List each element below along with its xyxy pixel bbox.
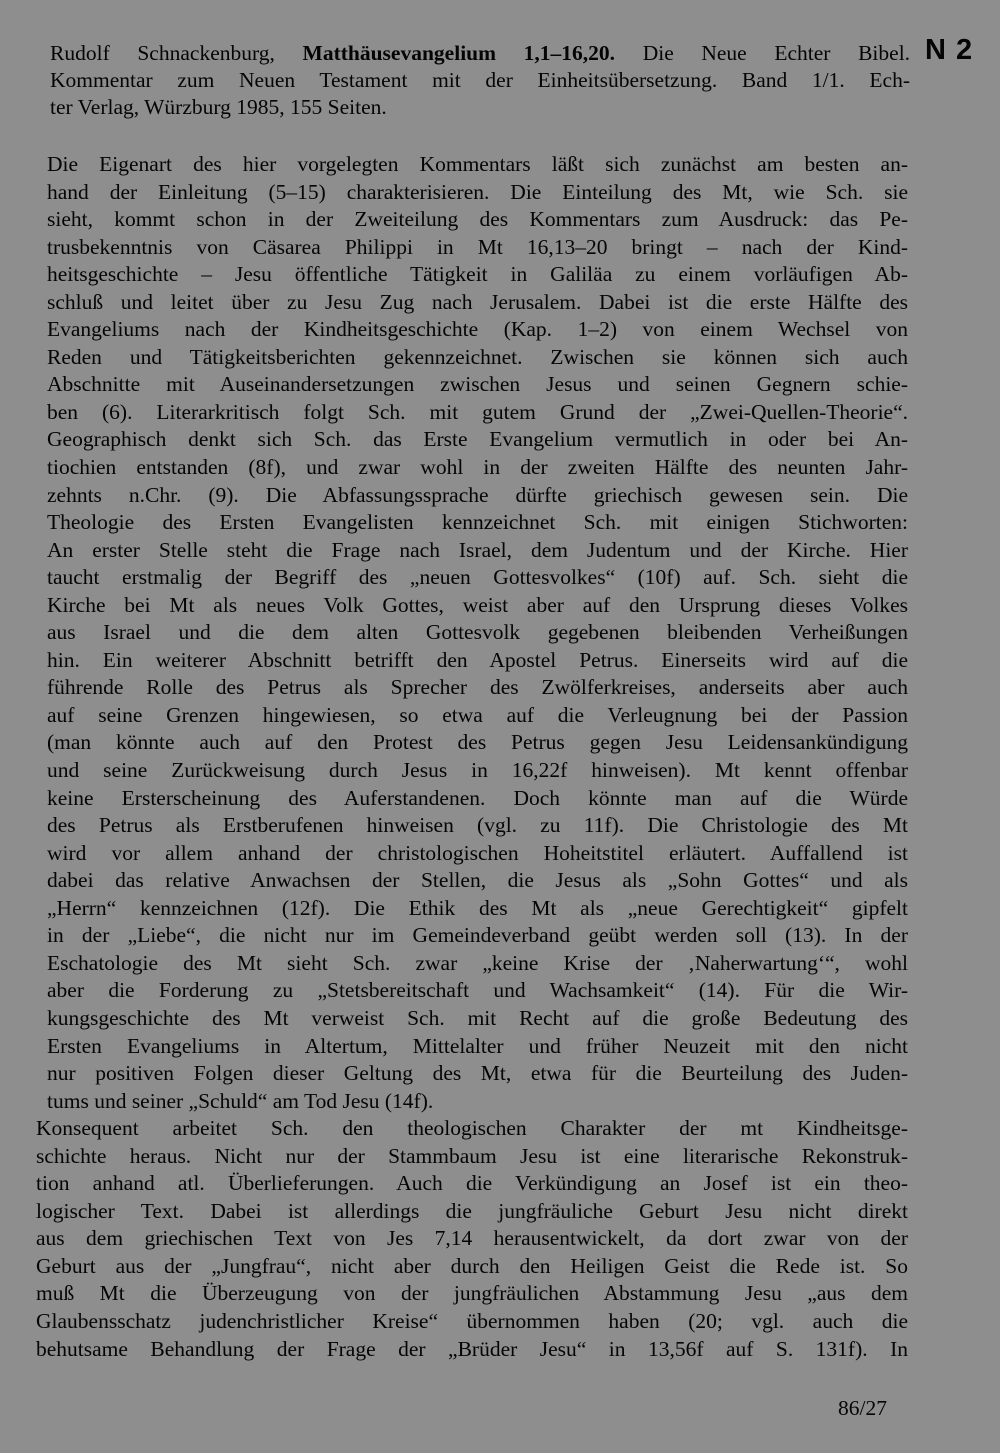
body-line: Eschatologie des Mt sieht Sch. zwar „keine Krise der ‚Naherwartung‘“, wohl bbox=[47, 950, 908, 975]
body-line: tiochien entstanden (8f), und zwar wohl in der zweiten Hälfte des neunten Jahr- bbox=[47, 455, 908, 480]
series-title: Die Neue Echter Bibel. bbox=[642, 41, 911, 65]
citation-line bbox=[50, 40, 910, 67]
body-line: Abschnitte mit Auseinandersetzungen zwischen Jesus und seinen Gegnern schie- bbox=[47, 372, 908, 397]
section-code: N 2 bbox=[925, 34, 974, 66]
body-line: trusbekenntnis von Cäsarea Philippi in Mt 16,13–20 bringt – nach der Kind- bbox=[47, 234, 908, 259]
body-line: aber die Forderung zu „Stetsbereitschaft und Wachsamkeit“ (14). Für die Wir- bbox=[47, 978, 908, 1003]
body-line: zehnts n.Chr. (9). Die Abfassungssprache dürfte griechisch gewesen sein. Die bbox=[47, 482, 908, 507]
body-line: Theologie des Ersten Evangelisten kennzeichnet Sch. mit einigen Stichworten: bbox=[47, 510, 908, 535]
body-line: schluß und leitet über zu Jesu Zug nach Jerusalem. Dabei ist die erste Hälfte des bbox=[47, 289, 908, 314]
body-line: taucht erstmalig der Begriff des „neuen Gottesvolkes“ (10f) auf. Sch. sieht die bbox=[47, 565, 908, 590]
body-line: heitsgeschichte – Jesu öffentliche Tätigkeit in Galiläa zu einem vorläufigen Ab- bbox=[47, 262, 908, 287]
body-line: aus Israel und die dem alten Gottesvolk gegebenen bleibenden Verheißungen bbox=[47, 620, 908, 645]
body-line: Ersten Evangeliums in Altertum, Mittelalter und früher Neuzeit mit den nicht bbox=[47, 1033, 908, 1058]
body-line: sieht, kommt schon in der Zweiteilung des Kommentars zum Ausdruck: das Pe- bbox=[47, 207, 908, 232]
review-body bbox=[36, 151, 908, 1363]
body-line: Glaubensschatz judenchristlicher Kreise“ übernommen haben (20; vgl. auch die bbox=[36, 1308, 908, 1333]
body-line: hin. Ein weiterer Abschnitt betrifft den Apostel Petrus. Einerseits wird auf die bbox=[47, 647, 908, 672]
body-line: dabei das relative Anwachsen der Stellen, die Jesus als „Sohn Gottes“ und als bbox=[47, 868, 908, 893]
body-line: führende Rolle des Petrus als Sprecher des Zwölferkreises, anderseits aber auch bbox=[47, 675, 908, 700]
body-line: des Petrus als Erstberufenen hinweisen (vgl. zu 11f). Die Christologie des Mt bbox=[47, 813, 908, 838]
body-line: kungsgeschichte des Mt verweist Sch. mit Recht auf die große Bedeutung des bbox=[47, 1005, 908, 1030]
body-line: auf seine Grenzen hingewiesen, so etwa auf die Verleugnung bei der Passion bbox=[47, 702, 908, 727]
author: Rudolf Schnackenburg, bbox=[50, 41, 275, 65]
body-line: hand der Einleitung (5–15) charakterisieren. Die Einteilung des Mt, wie Sch. sie bbox=[47, 179, 908, 204]
body-line: ben (6). Literarkritisch folgt Sch. mit gutem Grund der „Zwei-Quellen-Theorie“. bbox=[47, 399, 908, 424]
body-line: schichte heraus. Nicht nur der Stammbaum Jesu ist eine literarische Rekonstruk- bbox=[36, 1143, 908, 1168]
body-line: Konsequent arbeitet Sch. den theologischen Charakter der mt Kindheitsge- bbox=[36, 1116, 908, 1141]
body-line: (man könnte auch auf den Protest des Petrus gegen Jesu Leidensankündigung bbox=[47, 730, 908, 755]
body-line: logischer Text. Dabei ist allerdings die jungfräuliche Geburt Jesu nicht direkt bbox=[36, 1198, 908, 1223]
body-line: und seine Zurückweisung durch Jesus in 16,22f hinweisen). Mt kennt offenbar bbox=[47, 758, 908, 783]
body-line: Die Eigenart des hier vorgelegten Kommentars läßt sich zunächst am besten an- bbox=[47, 152, 908, 176]
body-line: nur positiven Folgen dieser Geltung des Mt, etwa für die Beurteilung des Juden- bbox=[47, 1061, 908, 1086]
citation-line: Kommentar zum Neuen Testament mit der Einheitsübersetzung. Band 1/1. Ech- bbox=[50, 68, 910, 92]
body-line: Geographisch denkt sich Sch. das Erste Evangelium vermutlich in oder bei An- bbox=[47, 427, 908, 452]
book-title: Matthäusevangelium 1,1–16,20. bbox=[302, 41, 616, 65]
body-line: Kirche bei Mt als neues Volk Gottes, weist aber auf den Ursprung dieses Volkes bbox=[47, 592, 908, 617]
body-line: tion anhand atl. Überlieferungen. Auch die Verkündigung an Josef ist ein theo- bbox=[36, 1171, 908, 1196]
body-line: tums und seiner „Schuld“ am Tod Jesu (14f). bbox=[47, 1088, 434, 1113]
body-line: muß Mt die Überzeugung von der jungfräulichen Abstammung Jesu „aus dem bbox=[36, 1281, 908, 1306]
body-line: wird vor allem anhand der christologischen Hoheitstitel erläutert. Auffallend ist bbox=[47, 840, 908, 865]
citation-header bbox=[50, 40, 910, 121]
body-line: behutsame Behandlung der Frage der „Brüder Jesu“ in 13,56f auf S. 131f). In bbox=[36, 1336, 908, 1361]
body-line: An erster Stelle steht die Frage nach Israel, dem Judentum und der Kirche. Hier bbox=[47, 537, 908, 562]
body-line: Evangeliums nach der Kindheitsgeschichte (Kap. 1–2) von einem Wechsel von bbox=[47, 317, 908, 342]
body-line: „Herrn“ kennzeichnen (12f). Die Ethik des Mt als „neue Gerechtigkeit“ gipfelt bbox=[47, 895, 908, 920]
body-line: aus dem griechischen Text von Jes 7,14 herausentwickelt, da dort zwar von der bbox=[36, 1226, 908, 1251]
body-line: Geburt aus der „Jungfrau“, nicht aber durch den Heiligen Geist die Rede ist. So bbox=[36, 1253, 908, 1278]
citation-line: ter Verlag, Würzburg 1985, 155 Seiten. bbox=[50, 95, 387, 119]
body-line: in der „Liebe“, die nicht nur im Gemeindeverband geübt werden soll (13). In der bbox=[47, 923, 908, 948]
body-line: Reden und Tätigkeitsberichten gekennzeichnet. Zwischen sie können sich auch bbox=[47, 344, 908, 369]
body-line: keine Ersterscheinung des Auferstandenen. Doch könnte man auf die Würde bbox=[47, 785, 908, 810]
page-number: 86/27 bbox=[838, 1396, 887, 1420]
